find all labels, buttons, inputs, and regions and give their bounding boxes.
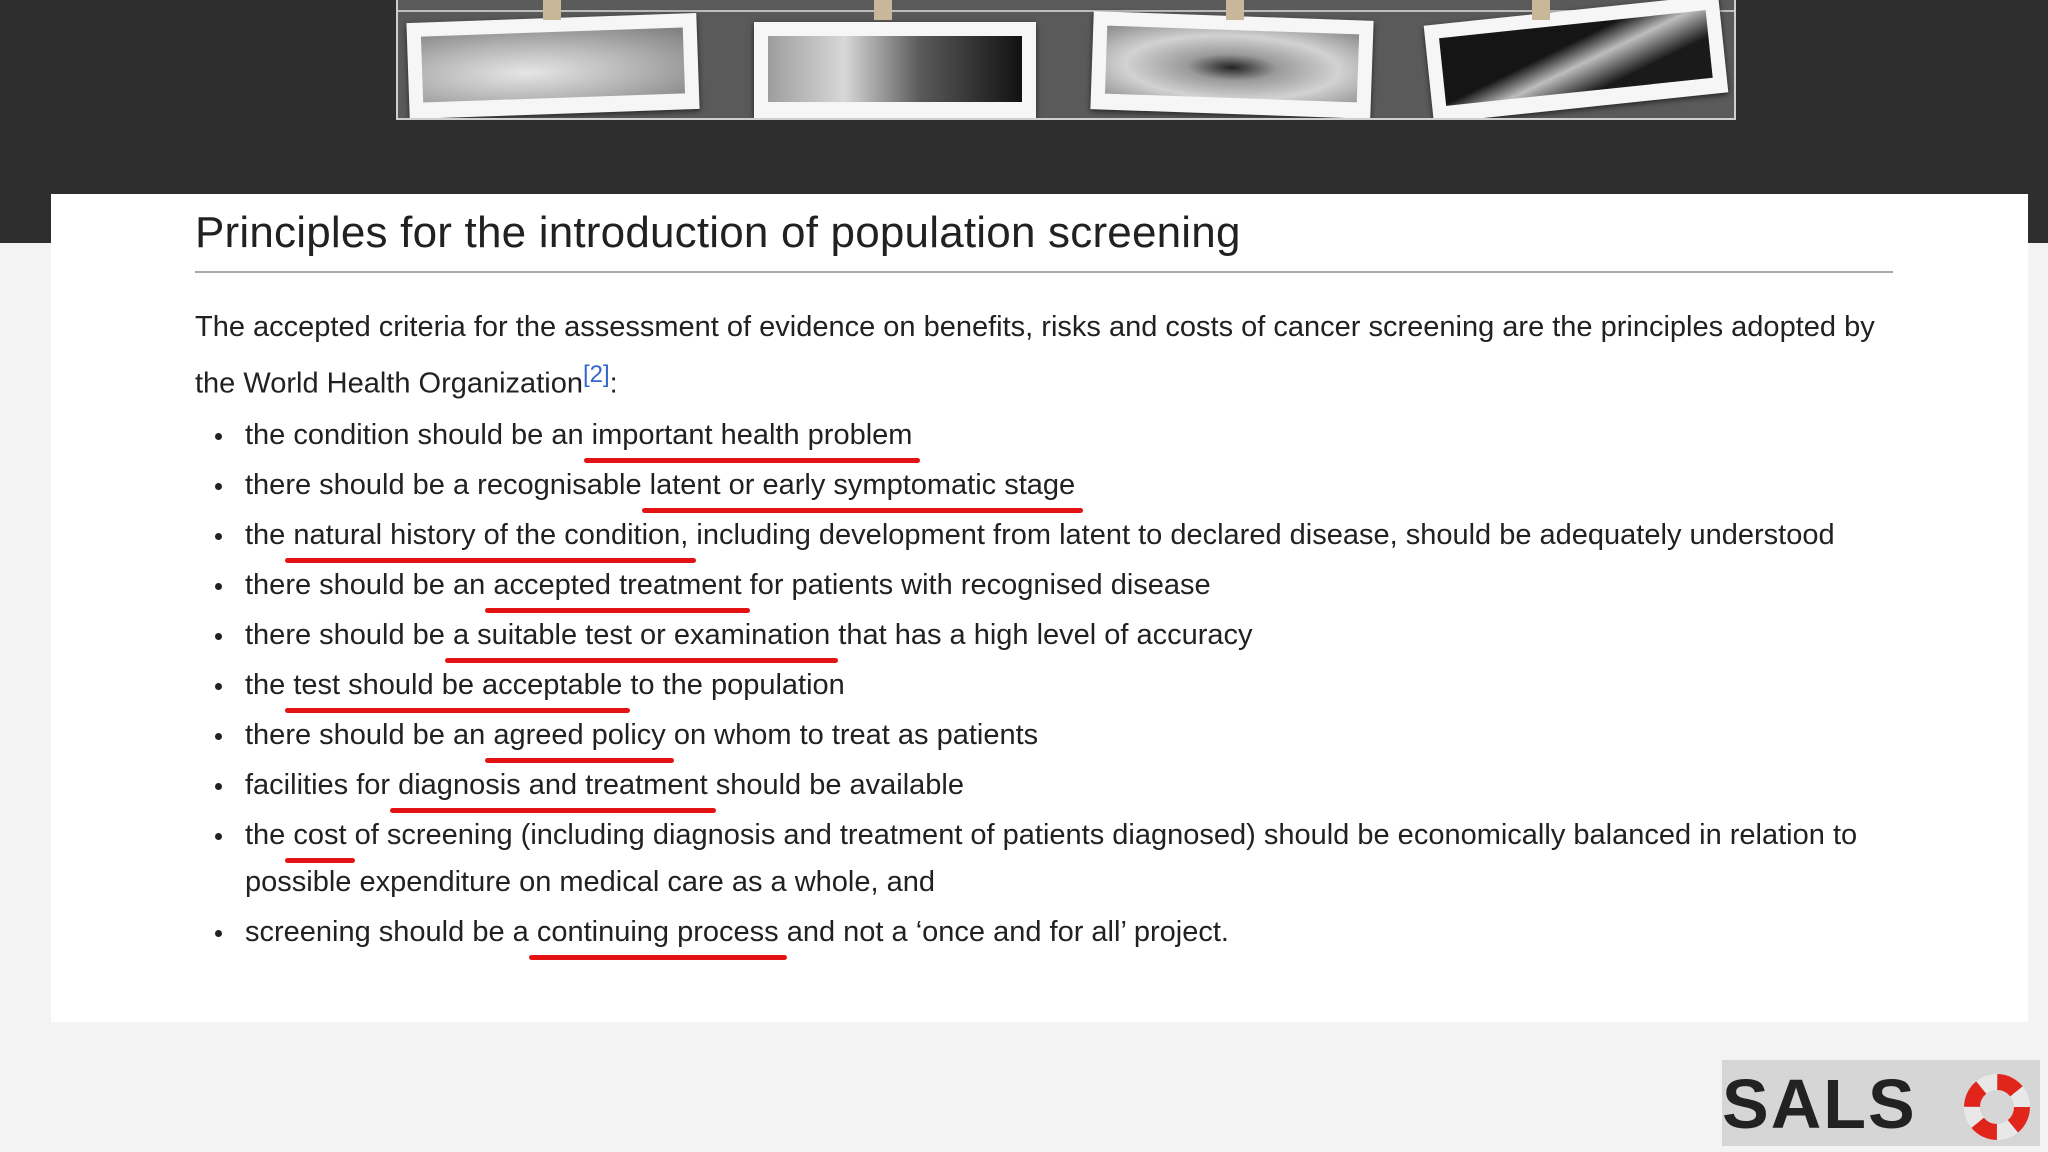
lifebuoy-icon bbox=[1962, 1072, 2032, 1142]
baby-photo-1 bbox=[406, 13, 699, 119]
criteria-highlight: test should be acceptable bbox=[293, 669, 623, 701]
criteria-text: that has a high level of accuracy bbox=[830, 619, 1253, 651]
hand-photo-4 bbox=[1424, 0, 1729, 120]
criteria-highlight: diagnosis and treatment bbox=[398, 769, 708, 801]
clip-3 bbox=[1226, 0, 1244, 20]
criteria-text: including development from latent to declared disease, should be adequately understood bbox=[688, 519, 1835, 551]
baby-photo-2 bbox=[754, 22, 1036, 118]
criteria-item bbox=[195, 662, 1895, 709]
clip-1 bbox=[543, 0, 561, 20]
criteria-text: the condition should be an bbox=[245, 419, 592, 451]
clip-2 bbox=[874, 0, 892, 20]
criteria-item bbox=[195, 462, 1895, 509]
article-card bbox=[51, 194, 2028, 1022]
criteria-text: screening should be a bbox=[245, 916, 537, 948]
criteria-item bbox=[195, 909, 1895, 956]
criteria-text: on whom to treat as patients bbox=[665, 719, 1039, 751]
criteria-text: should be available bbox=[707, 769, 964, 801]
criteria-highlight: latent or early symptomatic stage bbox=[649, 469, 1076, 501]
criteria-text: the bbox=[245, 819, 294, 851]
criteria-item bbox=[195, 762, 1895, 809]
criteria-highlight: cost bbox=[293, 819, 347, 851]
criteria-item bbox=[195, 612, 1895, 659]
baby-photo-3 bbox=[1090, 11, 1373, 119]
criteria-highlight: natural history of the condition, bbox=[293, 519, 689, 551]
criteria-item bbox=[195, 412, 1895, 459]
intro-paragraph bbox=[195, 304, 1895, 408]
criteria-item bbox=[195, 562, 1895, 609]
criteria-highlight: agreed policy bbox=[493, 719, 666, 751]
criteria-text: there should be a recognisable bbox=[245, 469, 650, 501]
criteria-item bbox=[195, 712, 1895, 759]
criteria-text: the bbox=[245, 669, 294, 701]
title-divider bbox=[195, 271, 1893, 273]
criteria-text: for patients with recognised disease bbox=[741, 569, 1211, 601]
sals-logo bbox=[1722, 1060, 2040, 1146]
criteria-list bbox=[195, 412, 1895, 959]
citation-sup bbox=[583, 361, 610, 388]
criteria-text: there should be an bbox=[245, 719, 494, 751]
criteria-highlight: important health problem bbox=[591, 419, 913, 451]
criteria-highlight: a suitable test or examination bbox=[452, 619, 831, 651]
criteria-item bbox=[195, 812, 1895, 906]
criteria-text: facilities for bbox=[245, 769, 399, 801]
intro-suffix: : bbox=[609, 367, 618, 400]
clip-4 bbox=[1532, 0, 1550, 20]
criteria-text: there should be an bbox=[245, 569, 494, 601]
criteria-text: to the population bbox=[622, 669, 845, 701]
page-title: Principles for the introduction of population screening bbox=[195, 208, 1241, 257]
intro-text: The accepted criteria for the assessment of evidence on benefits, risks and costs of cancer screening are the principles adopted by the World Health Organization bbox=[195, 311, 1875, 400]
criteria-text: there should be bbox=[245, 619, 453, 651]
criteria-item bbox=[195, 512, 1895, 559]
criteria-text: and not a ‘once and for all’ project. bbox=[778, 916, 1229, 948]
photo-strip bbox=[396, 0, 1736, 120]
criteria-highlight: accepted treatment bbox=[493, 569, 742, 601]
criteria-highlight: continuing process bbox=[536, 916, 779, 948]
criteria-text: the bbox=[245, 519, 294, 551]
criteria-text: of screening (including diagnosis and treatment of patients diagnosed) should be economically balanced in relation to possible expenditure on medical care as a whole, and bbox=[245, 819, 1858, 898]
logo-text: SALS bbox=[1722, 1065, 1917, 1143]
citation-link[interactable]: [2] bbox=[582, 361, 610, 388]
